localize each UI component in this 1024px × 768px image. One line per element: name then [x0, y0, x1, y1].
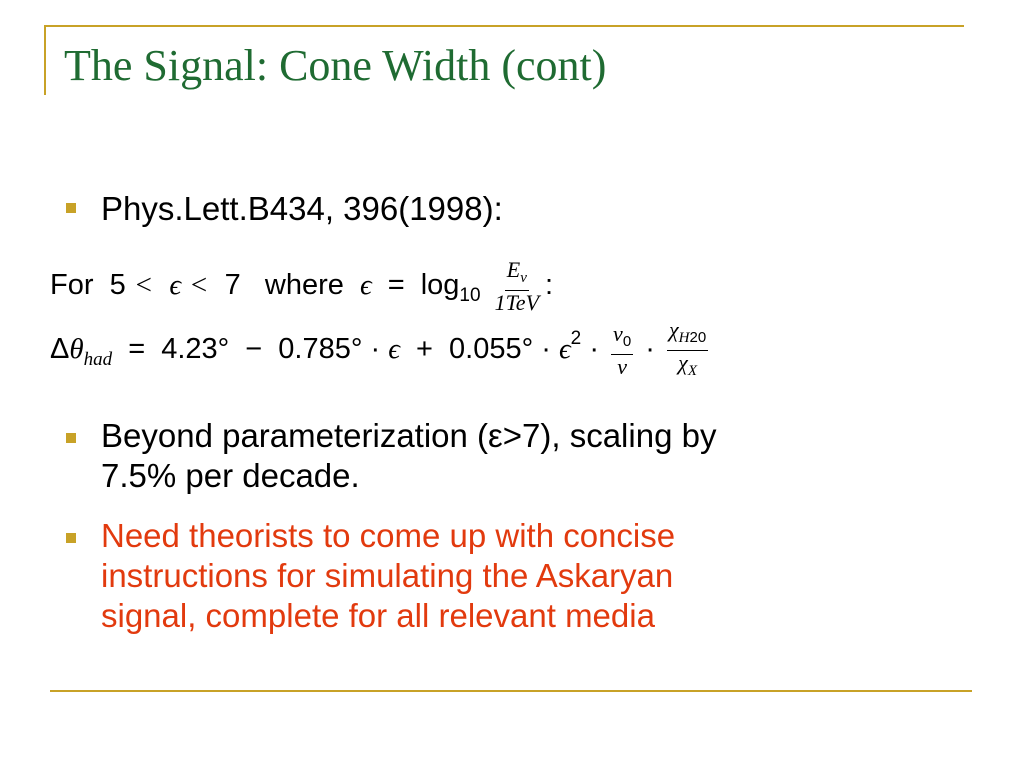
- bullet-theorists-request: [101, 516, 675, 636]
- eq-dot: ·: [370, 333, 381, 366]
- eq-word-for: For: [50, 269, 94, 302]
- equation-cone-width: [50, 318, 712, 383]
- equation-condition: [50, 258, 553, 315]
- bullet-marker: [66, 203, 76, 213]
- eq-dot: ·: [645, 333, 655, 366]
- eq-term-3: 0.055°: [449, 333, 534, 366]
- eq-fraction-numerator: [505, 258, 529, 291]
- eq-chi-sub-3: 0: [697, 329, 707, 346]
- eq-log-base: 10: [459, 285, 481, 307]
- eq-colon: :: [545, 269, 554, 302]
- eq-chi: χ: [668, 317, 679, 342]
- eq-equals: =: [128, 333, 146, 366]
- eq-epsilon: ϵ: [169, 269, 182, 302]
- eq-term-2: 0.785°: [278, 333, 363, 366]
- eq-log: log: [420, 269, 460, 302]
- eq-nu-denominator: ν: [617, 354, 627, 379]
- bullet-parameterization: [101, 416, 716, 496]
- eq-theta-sub: had: [83, 349, 113, 371]
- bullet-line: signal, complete for all relevant media: [101, 597, 655, 634]
- eq-five: 5: [109, 269, 126, 302]
- eq-exponent: 2: [570, 328, 582, 350]
- eq-delta: Δ: [50, 333, 70, 366]
- eq-plus: +: [416, 333, 433, 366]
- eq-epsilon: ϵ: [359, 269, 372, 302]
- eq-chi-denominator: [676, 351, 699, 383]
- eq-epsilon: ϵ: [388, 333, 400, 366]
- bullet-reference: Phys.Lett.B434, 396(1998):: [101, 190, 503, 227]
- bottom-divider: [50, 690, 972, 692]
- eq-term-1: 4.23°: [161, 333, 230, 366]
- bullet-line: instructions for simulating the Askaryan: [101, 557, 674, 594]
- eq-nu-numerator: [611, 322, 633, 355]
- eq-dot: ·: [589, 333, 599, 366]
- eq-minus: −: [245, 333, 263, 366]
- slide-title: The Signal: Cone Width (cont): [64, 41, 607, 90]
- eq-chi-sub-2: 2: [689, 329, 698, 346]
- eq-nu: ν: [613, 321, 623, 346]
- eq-energy-fraction: [493, 258, 541, 315]
- frame-left-line: [44, 25, 46, 95]
- eq-dot: ·: [541, 333, 551, 366]
- eq-theta: θ: [69, 333, 84, 366]
- eq-chi-sub: H: [678, 330, 690, 346]
- eq-epsilon: ϵ: [558, 333, 571, 366]
- bullet-marker: [66, 433, 76, 443]
- bullet-line: Beyond parameterization (ε>7), scaling by: [101, 417, 717, 454]
- eq-word-where: where: [264, 269, 344, 302]
- eq-lt: <: [189, 269, 209, 302]
- eq-fraction-denominator: 1TeV: [494, 290, 540, 315]
- bullet-line: 7.5% per decade.: [101, 457, 360, 494]
- eq-chi-fraction: [667, 318, 708, 383]
- eq-nu-fraction: [611, 322, 633, 379]
- bullet-marker: [66, 533, 76, 543]
- eq-nu-sub: 0: [622, 333, 632, 350]
- eq-lt: <: [133, 269, 154, 302]
- eq-chi-den-sub: X: [687, 363, 697, 379]
- eq-equals: =: [387, 269, 405, 302]
- eq-chi-numerator: [667, 318, 708, 351]
- eq-energy-sub: ν: [520, 270, 527, 286]
- frame-top-line: [44, 25, 964, 27]
- eq-chi: χ: [678, 350, 688, 375]
- bullet-line: Need theorists to come up with concise: [101, 517, 676, 554]
- eq-seven: 7: [224, 269, 241, 302]
- eq-energy: E: [506, 257, 521, 282]
